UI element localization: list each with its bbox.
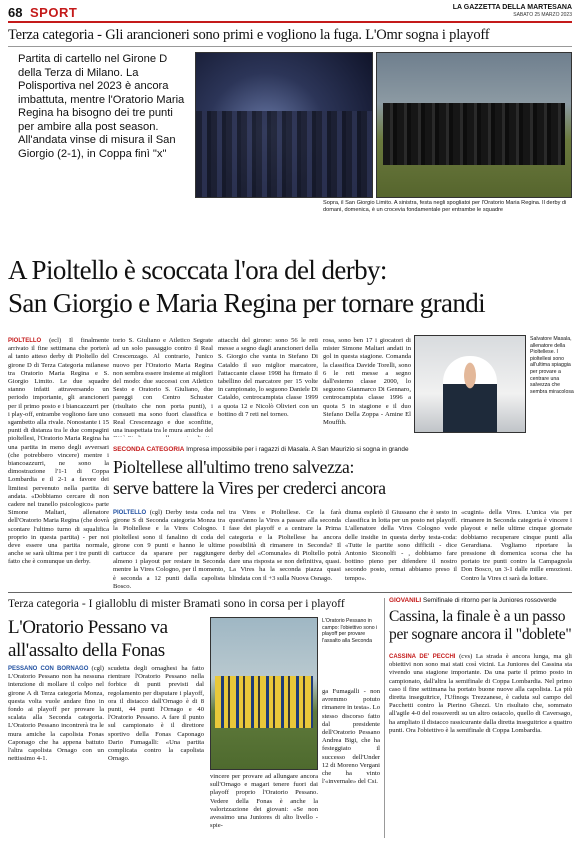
kicker-rule: [8, 46, 572, 47]
sub-kicker: [113, 446, 572, 453]
photo-caption: Sopra, il San Giorgio Limito. A sinistra, festa negli spogliatoi per l'Oratorio Maria Regina. Il derby di domani, domenica, è un crocevia fondamentale per entrambe le squadre: [323, 200, 567, 213]
page-number: 68: [8, 5, 23, 20]
sub-kicker-text: Impresa impossibile per i ragazzi di Masala. A San Maurizio si sogna in grande: [186, 446, 409, 453]
team-lineup-image: [383, 103, 565, 165]
youth-column: [389, 653, 572, 839]
headline-line-2: San Giorgio e Maria Regina per tornare grandi: [8, 288, 486, 318]
bottom-column-2: scudetta degli ornaghesi ha fatto rientrare l'Oratorio Pessano nella forbice di punti previsti dal regolamento per disputare i playoff, ora il distacco dall'Ornago è di 8 punti, 44 punti l'Ornago e 40 l'Oratorio Pessano. A fare il punto sul campionato è il direttore sportivo della Fonas Caponago Dario Fumagalli: «Una partita complicata contro la capolista Ornago.: [108, 665, 204, 763]
main-headline: [8, 254, 572, 320]
pessano-caption: L'Oratorio Pessano in campo: l'obiettivo sono i playoff per provare l'assalto alla Seconda: [322, 618, 378, 644]
byline: (cgl): [91, 665, 104, 672]
bottom-headline-line-2: all'assalto della Fonas: [8, 640, 165, 661]
bottom-headline: [8, 616, 208, 662]
coach-figure: [443, 356, 497, 433]
byline: (ecl): [49, 337, 62, 344]
youth-headline: [389, 608, 572, 644]
celebrating-team-image: [196, 111, 372, 197]
players-image: [215, 676, 313, 728]
sub-headline: [113, 457, 572, 499]
bottom-column-4: ga Fumagalli - non avremmo potuto rimanere in testa». Lo stesso discorso fatto dal presidente dell'Oratorio Pessano Andrea Bigi, che ha festeggiato il successo dell'Under 12 di Moreno Vergani che ha vinto l'«invernale» del Csi.: [322, 688, 380, 786]
newspaper-name: LA GAZZETTA DELLA MARTESANA: [452, 4, 572, 11]
article-column-2: torio S. Giuliano e Atletico Segrate ad un solo passaggio contro il Real Crescenzago. Al contrario, l'unico nuovo per l'Oratorio Maria Regina non sembra essere insieme ai migliori del modo: due successi con Atletico Sesto e Oratorio S. Giuliano, due pareggi con Centro Schuster (risultato che non porta punti), i consueti ma sono fuori classifica e Real Crescenzago e due sconfitte, una inaspettata tra le mura amiche del: [113, 337, 213, 435]
column-text: Il finalmente arrivato il fine settimana che porterà al tanto atteso derby di Pioltello del girone D di Terza Categoria milanese tra Oratorio Maria Regina e S. Giorgio Limito. Le due squadre stanno infatti attraversando un periodo importante, gli arancioneri per il primo posto e i biancazzurri per i play-off, entrambe vogliono fare uno sgambetto alla rivale. Nonostante i 15 punti di distanza tra le due compagini pioltellesi, l'Oratorio Maria Regina ha una partita in meno degli avversari (che potrebbero vincere) mentre i biancoazzurri, ne sono la dimostrazione l'1-1 di Coppa Lombardia e il 2-1 a favore dei limitesi pervenuto nella partita di andata. «Dobbiamo cercare di non cadere nel tranello psicologico» parte Simone Maltari, allenatore dell'Oratorio Maria Regina (che dovrà scontare l'ultimo turno di squalifica proprio in questa partita) - per noi deve essere una partita normale, anche se sarà ultima per i tre punti di fatto che è comunque un derby.: [8, 337, 109, 566]
dateline: CASSINA DE' PECCHI: [389, 654, 460, 660]
article-column-3: attacchi del girone: sono 56 le reti messe a segno dagli arancioneri della S. Giorgio che vanta in Stefano Di Cataldo il suo miglior marcatore, l'attaccante classe 1998 ha firmato il tabellino del marcatore per 15 volte in campionato, lo seguono Daniele Di Cataldo, centrocampista classe 1999 a quota 12 e Nicolò Olivieri con un bottino di 7 reti nel torneo.: [218, 337, 318, 418]
column-text: La strada è ancora lunga, ma gli obiettivi non sono mai stati così vicini. La Juniores del Cassina sta vivendo una stagione importante. Da una parte il primo posto in campionato, dall'altra la semifinale di Coppa Lombardia. Nel primo caso il fine settimana ha portato buone nuove alla capolista. La più diretta inseguitrice, l'Ufinogs Trezzanese, è caduta sul campo del Pacchetti contro la Pierino Ghezzi. Un risultato che, sommato all'agile 4-0 del rossoverdi su un altro ostacolo, quello di Caversago, ha ampliato il distacco rassicurante dalla diretta inseguitrice a quattro punti. Ora l'obiettivo è la semifinale di Coppa Lombardia.: [389, 653, 572, 734]
dateline: PIOLTELLO: [8, 338, 50, 344]
main-lede: Partita di cartello nel Girone D della Terza di Milano. La Polisportiva nel 2023 è ancora imbattuta, mentre l'Oratorio Maria Regina ha bisogno dei tre punti per ambire alla post season. All'andata vinse di misura il San Giorgio (2-1), in Coppa finì "x": [18, 53, 185, 160]
byline: (cgl): [149, 509, 163, 516]
bottom-headline-line-1: L'Oratorio Pessano va: [8, 617, 168, 638]
sub-column-3: diuma espletò il Giussano che è sesto in classifica in lotta per un posto nei playoff. L'allenatore della Vires Cologno vede delle insidie in questa derby testa-coda: «Tutte le partite sono difficili - dice Antonio Siconolfi - , dobbiamo fare bottino pieno per difendere il nostro secondo posto, ormai abbiamo preso il tempo».: [345, 509, 457, 582]
youth-kicker-text: Semifinale di ritorno per la Juniores rossoverde: [422, 597, 557, 604]
column-divider: [384, 598, 385, 838]
category-label: SECONDA CATEGORIA: [113, 446, 185, 453]
pessano-team-photo: [210, 617, 318, 770]
issue-date: SABATO 25 MARZO 2023: [513, 12, 572, 18]
header-rule: [8, 21, 572, 23]
column-text: L'Oratorio Pessano non ha nessuna intenzione di mollare il colpo nel girone A di Terza categoria Monza, questa volta vuole andare fino in fondo ai playoff per provare la scalata alla Seconda categoria. L'Oratorio Pessano incontrerà tra le mura amiche la capolista Fonas Caponago che ha appena battuto l'altra capolista Ornago con un nettissimo 4-1.: [8, 673, 104, 763]
main-kicker: Terza categoria - Gli arancioneri sono primi e vogliono la fuga. L'Omr sogna i playoff: [8, 27, 490, 43]
column-text: Derby testa coda nel girone S di Seconda categoria Monza tra la Pioltellese e la Vires Cologno. I pioltellesi sono il fanalino di coda del girone con 9 punti e hanno le ultime cartucce da sparare per raggiungere almeno i playout per restare in Seconda mentre la Vires Cologno, per il momento, è seconda a 12 punti dalla capolista Bosco.: [113, 509, 225, 589]
locker-room-photo: [195, 52, 373, 198]
sub-headline-line-1: Pioltellese all'ultimo treno salvezza:: [113, 457, 355, 477]
dateline: PESSANO CON BORNAGO: [8, 666, 92, 672]
section-divider: [8, 592, 572, 593]
sub-column-2: tra Vires e Pioltellese. Ce la farà quest'anno la Vires a passare alla seconda fase dei playoff e a centrare la Prima categoria e la Pioltellese ha ancora possibilità di rimanere in Seconda? Il derby del «Comunale» di Pioltello potrà dare una risposta se non definitiva, quasi. La Vires ha la seconda piazza quasi blindata con il +3 sulla Nuova Osnago.: [229, 509, 341, 582]
youth-headline-line-2: per sognare ancora il "doblete": [389, 626, 572, 643]
sub-column-4: «cugini» della Vires. L'unica via per rimanere in Seconda categoria è vincere i playout e nelle ultime cinque giornate dobbiamo recuperare cinque punti alla Gerardiana. Vogliamo riportare la pressione di domenica scorsa che ha portato tre punti contro la Campagnola Don Bosco, un 3-1 dalle mille emozioni. Contro la Vires ci sarà da lottare.: [461, 509, 572, 582]
coach-caption: Salvatore Masala, allenatore della Pioltellese. I pioltellesi sono all'ultima spiaggia per provare a centrare una salvezza che sembra miracolosa: [530, 336, 574, 395]
coach-portrait: [414, 335, 526, 433]
bottom-kicker: Terza categoria - I gialloblu di mister Bramati sono in corsa per i playoff: [8, 597, 345, 610]
bottom-column-1: [8, 665, 104, 837]
article-column-4: rosa, sono ben 17 i giocatori di mister Simone Maltari andati in gol in questa stagione. Comanda la classifica Davide Torelli, sono 6 le reti messe a segno dall'esterno classe 2000, lo seguono Gianmarco Di Gennaro, centrocampista classe 1996 a quota 5 in stagione e il duo Stefano Della Zoppa - Amine El Mouffih.: [323, 337, 411, 427]
youth-headline-line-1: Cassina, la finale è a un passo: [389, 608, 566, 625]
section-title: SPORT: [30, 5, 78, 20]
dateline: PIOLTELLO: [113, 510, 150, 516]
headline-line-1: A Pioltello è scoccata l'ora del derby:: [8, 255, 387, 285]
youth-kicker: [389, 597, 572, 604]
byline: (cvs): [459, 653, 473, 660]
youth-label: GIOVANILI: [389, 597, 422, 604]
bottom-column-3: vincere per provare ad allungare ancora sull'Ornago e magari tenere fuori dai playoff proprio l'Oratorio Pessano. Vedere della Fonas è anche la valorizzazione dei giovani: «Se non avessimo una Juniores di alto livello - spie-: [210, 773, 318, 830]
sub-headline-line-2: serve battere la Vires per crederci ancora: [113, 478, 386, 498]
team-photo: [376, 52, 572, 198]
sub-column-1: [113, 509, 225, 589]
article-column-1: [8, 337, 109, 585]
